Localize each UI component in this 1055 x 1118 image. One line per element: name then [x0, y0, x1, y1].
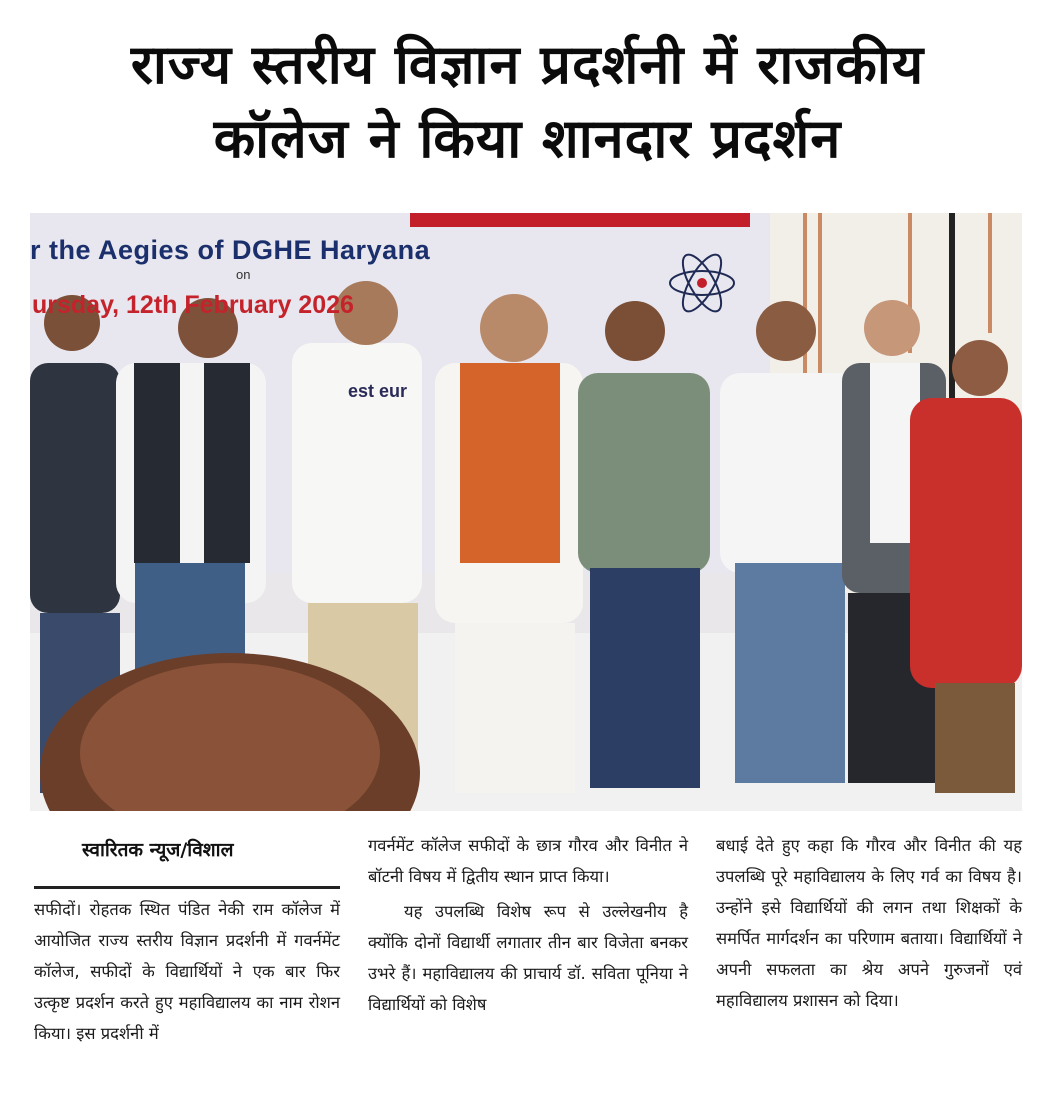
- column-1-paragraph-1: सफीदों। रोहतक स्थित पंडित नेकी राम कॉलेज में आयोजित राज्य स्तरीय विज्ञान प्रदर्शनी में गवर्नमेंट कॉलेज, सफीदों के विद्यार्थियों ने एक बार फिर उत्कृष्ट प्रदर्शन करते हुए महाविद्यालय का नाम रोशन किया। इस प्रदर्शनी में: [34, 900, 340, 1043]
- banner-title: r the Aegies of DGHE Haryana: [30, 235, 431, 265]
- byline-rule: [34, 886, 340, 889]
- headline-line-2: कॉलेज ने किया शानदार प्रदर्शन: [213, 107, 842, 170]
- article-column-3: [716, 830, 1022, 1016]
- news-photo: [30, 213, 1022, 811]
- headline-line-1: राज्य स्तरीय विज्ञान प्रदर्शनी में राजकीय: [130, 33, 925, 96]
- banner-date: ursday, 12th February 2026: [32, 291, 354, 319]
- column-2-paragraph-1: गवर्नमेंट कॉलेज सफीदों के छात्र गौरव और विनीत ने बॉटनी विषय में द्वितीय स्थान प्राप्त किया।: [368, 836, 688, 886]
- byline: स्वारितक न्यूज/विशाल: [82, 839, 234, 861]
- headline: [20, 28, 1035, 176]
- article-column-2: [368, 830, 688, 1020]
- column-3-paragraph-1: बधाई देते हुए कहा कि गौरव और विनीत की यह उपलब्धि पूरे महाविद्यालय के लिए गर्व का विषय है। उन्होंने इसे विद्यार्थियों की लगन तथा शिक्षकों के समर्पित मार्गदर्शन का परिणाम बताया। विद्यार्थियों ने अपनी सफलता का श्रेय अपने गुरुजनों एवं महाविद्यालय प्रशासन को दिया।: [716, 836, 1022, 1010]
- article-column-1: [34, 894, 340, 1049]
- banner-fragment: est eur: [348, 381, 408, 401]
- banner-on: on: [236, 267, 251, 282]
- column-2-paragraph-2: यह उपलब्धि विशेष रूप से उल्लेखनीय है क्योंकि दोनों विद्यार्थी लगातार तीन बार विजेता बनकर उभरे हैं। महाविद्यालय की प्राचार्य डॉ. सविता पूनिया ने विद्यार्थियों को विशेष: [368, 902, 688, 1014]
